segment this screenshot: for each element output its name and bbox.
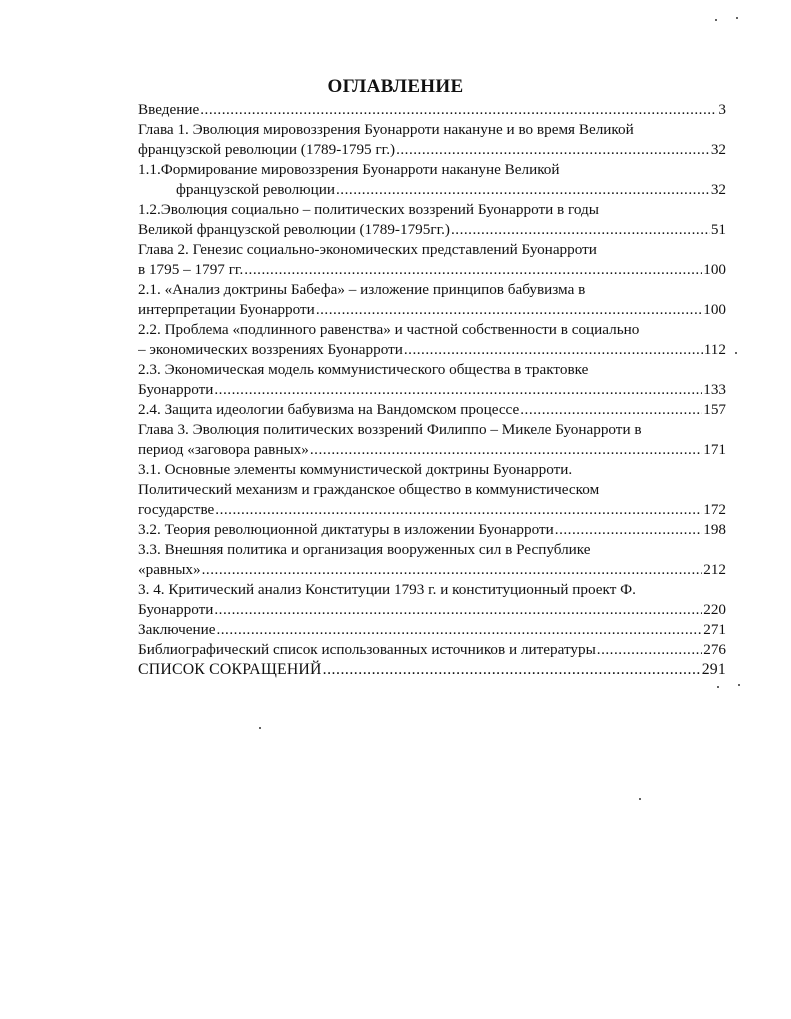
page-title: ОГЛАВЛЕНИЕ — [327, 76, 464, 97]
dot-leader — [597, 640, 702, 660]
entry-title: 2.4. Защита идеологии бабувизма на Вандомском процессе — [138, 401, 520, 418]
entry-title: Введение — [138, 101, 200, 118]
dot-leader — [215, 500, 702, 520]
entry-title: Великой французской революции (1789-1795гг.) — [138, 221, 450, 238]
toc-entry-chapter-1-cont — [138, 140, 726, 160]
toc-entry-section-2-3: 2.3. Экономическая модель коммунистического общества в трактовке — [138, 361, 589, 378]
toc-entry-conclusion — [138, 620, 726, 640]
toc-entry-chapter-3: Глава 3. Эволюция политических воззрений Филиппо – Микеле Буонарроти в — [138, 421, 642, 438]
toc-entry-section-2-2-cont — [138, 340, 726, 360]
toc-entry-section-2-1-cont — [138, 300, 726, 320]
toc-entry-section-2-2: 2.2. Проблема «подлинного равенства» и частной собственности в социально — [138, 321, 640, 338]
toc-entry-section-1-2: 1.2.Эволюция социально – политических воззрений Буонарроти в годы — [138, 201, 599, 218]
dot-leader — [214, 600, 702, 620]
toc-entry-bibliography — [138, 640, 726, 660]
dot-leader — [404, 340, 703, 360]
scan-speck — [717, 686, 719, 688]
page-number: 32 — [710, 141, 726, 158]
toc-entry-chapter-3-cont — [138, 440, 726, 460]
page-number: 220 — [703, 601, 726, 618]
page-number: 112 — [703, 341, 726, 358]
dot-leader — [214, 380, 702, 400]
dot-leader — [216, 620, 702, 640]
toc-entry-section-3-2 — [138, 520, 726, 540]
page-number: 3 — [718, 101, 726, 118]
scan-speck — [639, 798, 641, 800]
toc-entry-section-2-1: 2.1. «Анализ доктрины Бабефа» – изложение принципов бабувизма в — [138, 281, 586, 298]
entry-title: СПИСОК СОКРАЩЕНИЙ — [138, 661, 322, 678]
dot-leader — [244, 260, 702, 280]
dot-leader — [520, 400, 702, 420]
page-number: 51 — [710, 221, 726, 238]
page-number: 198 — [703, 521, 726, 538]
entry-title: Заключение — [138, 621, 216, 638]
page-number: 133 — [703, 381, 726, 398]
entry-title: – экономических воззрениях Буонарроти — [138, 341, 403, 358]
entry-title: Буонарроти — [138, 601, 214, 618]
toc-entry-section-3-1-cont: Политический механизм и гражданское общество в коммунистическом — [138, 481, 600, 498]
entry-title: в 1795 – 1797 гг. — [138, 261, 244, 278]
toc-entry-section-3-3-cont — [138, 560, 726, 580]
toc-entry-section-3-3: 3.3. Внешняя политика и организация вооруженных сил в Республике — [138, 541, 591, 558]
scan-speck — [736, 17, 738, 19]
entry-title: Библиографический список использованных источников и литературы — [138, 641, 596, 658]
toc-entry-section-3-4-cont — [138, 600, 726, 620]
toc-entry-chapter-2-cont — [138, 260, 726, 280]
toc-entry-chapter-1: Глава 1. Эволюция мировоззрения Буонарроти накануне и во время Великой — [138, 121, 634, 138]
page-number: 171 — [703, 441, 726, 458]
scan-speck — [735, 352, 737, 354]
dot-leader — [396, 140, 710, 160]
entry-title: французской революции — [176, 181, 335, 198]
toc-entry-introduction — [138, 100, 726, 120]
dot-leader — [200, 100, 717, 120]
dot-leader — [310, 440, 702, 460]
page-number: 100 — [703, 261, 726, 278]
page-number: 32 — [710, 181, 726, 198]
toc-entry-section-3-4: 3. 4. Критический анализ Конституции 1793 г. и конституционный проект Ф. — [138, 581, 636, 598]
page-number: 157 — [703, 401, 726, 418]
entry-title: период «заговора равных» — [138, 441, 309, 458]
entry-title: государстве — [138, 501, 215, 518]
entry-title: Буонарроти — [138, 381, 214, 398]
entry-title: французской революции (1789-1795 гг.) — [138, 141, 396, 158]
page-number: 276 — [703, 641, 726, 658]
toc-entry-abbreviations — [138, 660, 726, 680]
entry-title: 3.2. Теория революционной диктатуры в изложении Буонарроти — [138, 521, 554, 538]
dot-leader — [202, 560, 703, 580]
dot-leader — [323, 660, 701, 680]
toc-entry-section-1-2-cont — [138, 220, 726, 240]
toc-entry-section-2-3-cont — [138, 380, 726, 400]
toc-entry-section-2-4 — [138, 400, 726, 420]
scan-speck — [259, 727, 261, 729]
entry-title: интерпретации Буонарроти — [138, 301, 315, 318]
toc-entry-section-1-1: 1.1.Формирование мировоззрения Буонарроти накануне Великой — [138, 161, 560, 178]
scan-speck — [715, 19, 717, 21]
dot-leader — [336, 180, 710, 200]
dot-leader — [451, 220, 710, 240]
toc-entry-section-3-1: 3.1. Основные элементы коммунистической доктрины Буонарроти. — [138, 461, 573, 478]
page-number: 212 — [703, 561, 726, 578]
dot-leader — [316, 300, 702, 320]
toc-entry-section-3-1-end — [138, 500, 726, 520]
page-number: 172 — [703, 501, 726, 518]
page-number: 100 — [703, 301, 726, 318]
toc-entry-section-1-1-cont — [176, 180, 726, 200]
scan-speck — [738, 684, 740, 686]
page-number: 271 — [703, 621, 726, 638]
entry-title: «равных» — [138, 561, 201, 578]
dot-leader — [555, 520, 702, 540]
page-number: 291 — [701, 661, 726, 678]
toc-entry-chapter-2: Глава 2. Генезис социально-экономических представлений Буонарроти — [138, 241, 597, 258]
